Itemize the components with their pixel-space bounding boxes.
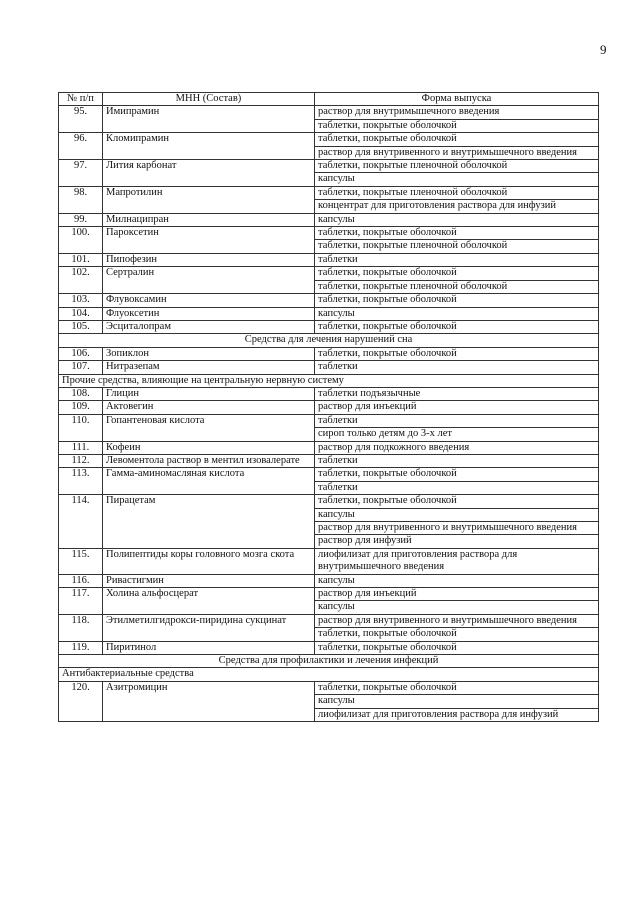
release-form: таблетки, покрытые оболочкой bbox=[315, 347, 599, 360]
subsection-heading: Антибактериальные средства bbox=[59, 668, 599, 681]
release-form: таблетки bbox=[315, 414, 599, 427]
release-form: концентрат для приготовления раствора для инфузий bbox=[315, 200, 599, 213]
release-form: раствор для инфузий bbox=[315, 535, 599, 548]
release-form: лиофилизат для приготовления раствора для внутримышечного введения bbox=[315, 548, 599, 574]
table-row bbox=[59, 213, 599, 226]
row-number: 116. bbox=[59, 574, 103, 587]
drug-name: Гамма-аминомасляная кислота bbox=[103, 468, 315, 495]
table-row bbox=[59, 588, 599, 601]
row-number: 112. bbox=[59, 454, 103, 467]
release-form: капсулы bbox=[315, 213, 599, 226]
row-number: 111. bbox=[59, 441, 103, 454]
table-row bbox=[59, 495, 599, 508]
row-number: 120. bbox=[59, 681, 103, 721]
release-form: раствор для внутривенного и внутримышечного введения bbox=[315, 146, 599, 159]
drug-name: Пипофезин bbox=[103, 253, 315, 266]
release-form: таблетки, покрытые оболочкой bbox=[315, 227, 599, 240]
release-form: таблетки, покрытые пленочной оболочкой bbox=[315, 240, 599, 253]
table-row bbox=[59, 441, 599, 454]
release-form: таблетки, покрытые оболочкой bbox=[315, 133, 599, 146]
row-number: 101. bbox=[59, 253, 103, 266]
release-form: капсулы bbox=[315, 601, 599, 614]
table-row bbox=[59, 307, 599, 320]
release-form: сироп только детям до 3-х лет bbox=[315, 428, 599, 441]
row-number: 114. bbox=[59, 495, 103, 549]
release-form: таблетки, покрытые оболочкой bbox=[315, 320, 599, 333]
table-row bbox=[59, 267, 599, 280]
release-form: капсулы bbox=[315, 574, 599, 587]
table-row bbox=[59, 253, 599, 266]
drug-name: Флуоксетин bbox=[103, 307, 315, 320]
table-row bbox=[59, 574, 599, 587]
table-row bbox=[59, 641, 599, 654]
release-form: капсулы bbox=[315, 695, 599, 708]
drug-name: Глицин bbox=[103, 387, 315, 400]
row-number: 118. bbox=[59, 614, 103, 641]
section-row bbox=[59, 334, 599, 347]
page-number: 9 bbox=[600, 42, 607, 57]
drug-name: Мапротилин bbox=[103, 186, 315, 213]
release-form: таблетки bbox=[315, 361, 599, 374]
release-form: капсулы bbox=[315, 508, 599, 521]
row-number: 115. bbox=[59, 548, 103, 574]
header-number: № п/п bbox=[59, 93, 103, 106]
row-number: 99. bbox=[59, 213, 103, 226]
drug-name: Азитромицин bbox=[103, 681, 315, 721]
drug-name: Сертралин bbox=[103, 267, 315, 294]
row-number: 117. bbox=[59, 588, 103, 615]
release-form: таблетки, покрытые пленочной оболочкой bbox=[315, 160, 599, 173]
header-form: Форма выпуска bbox=[315, 93, 599, 106]
release-form: раствор для инъекций bbox=[315, 588, 599, 601]
section-heading: Средства для лечения нарушений сна bbox=[59, 334, 599, 347]
section-row bbox=[59, 655, 599, 668]
row-number: 105. bbox=[59, 320, 103, 333]
release-form: таблетки, покрытые оболочкой bbox=[315, 267, 599, 280]
row-number: 98. bbox=[59, 186, 103, 213]
drug-name: Имипрамин bbox=[103, 106, 315, 133]
subsection-row bbox=[59, 668, 599, 681]
drug-name: Гопантеновая кислота bbox=[103, 414, 315, 441]
drug-name: Эсциталопрам bbox=[103, 320, 315, 333]
table-row bbox=[59, 614, 599, 627]
drug-name: Кофеин bbox=[103, 441, 315, 454]
release-form: таблетки, покрытые оболочкой bbox=[315, 641, 599, 654]
table-body bbox=[59, 106, 599, 722]
table-header-row bbox=[59, 93, 599, 106]
drug-table bbox=[58, 92, 599, 722]
drug-name: Милнаципран bbox=[103, 213, 315, 226]
release-form: таблетки, покрытые оболочкой bbox=[315, 628, 599, 641]
row-number: 97. bbox=[59, 160, 103, 187]
drug-name: Зопиклон bbox=[103, 347, 315, 360]
release-form: раствор для подкожного введения bbox=[315, 441, 599, 454]
release-form: таблетки, покрытые оболочкой bbox=[315, 468, 599, 481]
table-row bbox=[59, 106, 599, 119]
release-form: таблетки bbox=[315, 481, 599, 494]
table-row bbox=[59, 186, 599, 199]
release-form: лиофилизат для приготовления раствора для инфузий bbox=[315, 708, 599, 721]
table-row bbox=[59, 361, 599, 374]
drug-name: Полипептиды коры головного мозга скота bbox=[103, 548, 315, 574]
drug-name: Холина альфосцерат bbox=[103, 588, 315, 615]
row-number: 119. bbox=[59, 641, 103, 654]
release-form: таблетки, покрытые пленочной оболочкой bbox=[315, 186, 599, 199]
table-row bbox=[59, 414, 599, 427]
row-number: 110. bbox=[59, 414, 103, 441]
table-row bbox=[59, 160, 599, 173]
release-form: таблетки, покрытые пленочной оболочкой bbox=[315, 280, 599, 293]
table-row bbox=[59, 227, 599, 240]
drug-name: Флувоксамин bbox=[103, 294, 315, 307]
row-number: 100. bbox=[59, 227, 103, 254]
table-row bbox=[59, 468, 599, 481]
drug-name: Актовегин bbox=[103, 401, 315, 414]
drug-name: Кломипрамин bbox=[103, 133, 315, 160]
row-number: 96. bbox=[59, 133, 103, 160]
drug-name: Лития карбонат bbox=[103, 160, 315, 187]
drug-name: Пиритинол bbox=[103, 641, 315, 654]
table-row bbox=[59, 387, 599, 400]
row-number: 109. bbox=[59, 401, 103, 414]
release-form: таблетки, покрытые оболочкой bbox=[315, 495, 599, 508]
release-form: таблетки, покрытые оболочкой bbox=[315, 294, 599, 307]
release-form: капсулы bbox=[315, 173, 599, 186]
drug-name: Пароксетин bbox=[103, 227, 315, 254]
row-number: 103. bbox=[59, 294, 103, 307]
release-form: раствор для внутривенного и внутримышечного введения bbox=[315, 614, 599, 627]
table-row bbox=[59, 548, 599, 574]
table-row bbox=[59, 294, 599, 307]
row-number: 108. bbox=[59, 387, 103, 400]
subsection-heading: Прочие средства, влияющие на центральную нервную систему bbox=[59, 374, 599, 387]
row-number: 95. bbox=[59, 106, 103, 133]
row-number: 113. bbox=[59, 468, 103, 495]
row-number: 102. bbox=[59, 267, 103, 294]
table-row bbox=[59, 681, 599, 694]
section-heading: Средства для профилактики и лечения инфекций bbox=[59, 655, 599, 668]
release-form: таблетки bbox=[315, 253, 599, 266]
release-form: раствор для внутривенного и внутримышечного введения bbox=[315, 522, 599, 535]
row-number: 107. bbox=[59, 361, 103, 374]
drug-name: Пирацетам bbox=[103, 495, 315, 549]
release-form: таблетки, покрытые оболочкой bbox=[315, 681, 599, 694]
row-number: 106. bbox=[59, 347, 103, 360]
table-row bbox=[59, 454, 599, 467]
row-number: 104. bbox=[59, 307, 103, 320]
table-row bbox=[59, 347, 599, 360]
table-row bbox=[59, 133, 599, 146]
drug-name: Нитразепам bbox=[103, 361, 315, 374]
release-form: таблетки, покрытые оболочкой bbox=[315, 119, 599, 132]
table-row bbox=[59, 401, 599, 414]
drug-name: Левоментола раствор в ментил изовалерате bbox=[103, 454, 315, 467]
release-form: раствор для инъекций bbox=[315, 401, 599, 414]
release-form: таблетки подъязычные bbox=[315, 387, 599, 400]
header-inn: МНН (Состав) bbox=[103, 93, 315, 106]
drug-name: Ривастигмин bbox=[103, 574, 315, 587]
subsection-row bbox=[59, 374, 599, 387]
release-form: таблетки bbox=[315, 454, 599, 467]
release-form: капсулы bbox=[315, 307, 599, 320]
table-row bbox=[59, 320, 599, 333]
drug-name: Этилметилгидрокси-пиридина сукцинат bbox=[103, 614, 315, 641]
release-form: раствор для внутримышечного введения bbox=[315, 106, 599, 119]
